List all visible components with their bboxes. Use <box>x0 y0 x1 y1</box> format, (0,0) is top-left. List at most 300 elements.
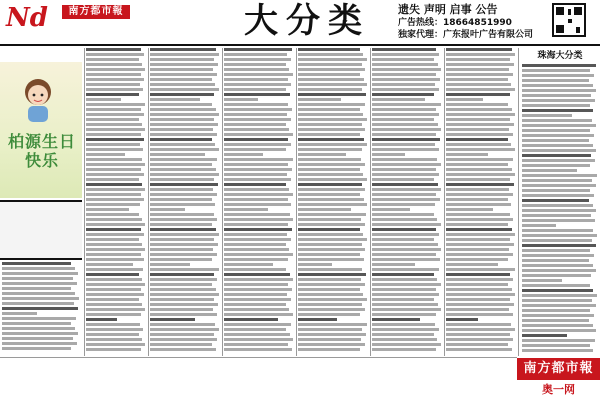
text-line <box>298 308 365 311</box>
text-line <box>372 108 436 111</box>
text-line <box>224 68 289 71</box>
text-line <box>2 332 78 335</box>
text-line <box>86 103 145 106</box>
text-line <box>86 253 141 256</box>
text-line <box>298 163 365 166</box>
text-line <box>372 128 441 131</box>
text-line <box>86 113 144 116</box>
text-line <box>298 108 360 111</box>
text-line <box>150 153 205 156</box>
text-line <box>150 123 218 126</box>
text-line <box>86 58 139 61</box>
column-divider <box>296 48 297 356</box>
text-line <box>224 188 289 191</box>
text-line <box>86 53 144 56</box>
text-line <box>298 343 365 346</box>
text-line <box>224 178 291 181</box>
text-line <box>372 308 441 311</box>
text-line <box>224 48 292 51</box>
text-line <box>372 323 435 326</box>
text-line <box>298 133 360 136</box>
text-line <box>150 328 219 331</box>
column-divider <box>518 48 519 356</box>
text-line <box>522 289 593 292</box>
text-line <box>86 278 142 281</box>
text-line <box>150 323 215 326</box>
text-line <box>522 64 596 67</box>
text-line <box>522 329 596 332</box>
text-line <box>2 292 75 295</box>
text-line <box>86 228 141 231</box>
text-line <box>446 73 513 76</box>
text-line <box>298 173 363 176</box>
brand-name: 南方都市報 <box>62 5 130 19</box>
text-line <box>86 318 117 321</box>
text-line <box>372 53 439 56</box>
text-line <box>224 348 292 351</box>
text-line <box>446 143 511 146</box>
text-line <box>150 133 217 136</box>
sidebar-column <box>522 64 598 356</box>
text-line <box>86 78 144 81</box>
text-line <box>522 204 593 207</box>
text-line <box>298 268 362 271</box>
text-line <box>446 333 510 336</box>
text-line <box>446 278 513 281</box>
text-line <box>150 308 213 311</box>
text-line <box>86 138 144 141</box>
text-line <box>86 328 143 331</box>
text-line <box>298 328 362 331</box>
text-line <box>446 238 510 241</box>
text-line <box>372 138 440 141</box>
text-line <box>86 193 141 196</box>
text-line <box>298 298 367 301</box>
text-line <box>298 233 363 236</box>
bottom-brand-bottom: 奥一网 <box>517 380 600 400</box>
text-line <box>446 248 509 251</box>
text-line <box>86 143 140 146</box>
text-line <box>446 58 510 61</box>
text-line <box>224 153 263 156</box>
text-line <box>522 279 562 282</box>
text-line <box>224 93 290 96</box>
text-line <box>224 343 288 346</box>
text-line <box>522 194 594 197</box>
column-divider <box>84 48 85 356</box>
text-line <box>224 168 292 171</box>
text-line <box>298 193 360 196</box>
text-line <box>298 103 365 106</box>
text-line <box>224 88 286 91</box>
text-line <box>446 108 512 111</box>
text-line <box>372 63 438 66</box>
column-divider <box>370 48 371 356</box>
ad-hotline: 广告热线：18664851990 <box>398 18 512 28</box>
text-line <box>150 343 212 346</box>
text-line <box>298 88 362 91</box>
text-line <box>86 88 143 91</box>
text-line <box>86 188 145 191</box>
text-line <box>150 118 214 121</box>
text-line <box>224 263 273 266</box>
bottom-brand-top: 南方都市報 <box>517 358 600 380</box>
text-line <box>224 318 278 321</box>
text-line <box>298 198 364 201</box>
text-line <box>522 199 589 202</box>
text-line <box>224 123 286 126</box>
text-column-2 <box>86 48 146 356</box>
text-line <box>298 63 362 66</box>
text-line <box>522 179 592 182</box>
text-line <box>446 263 498 266</box>
text-line <box>86 313 141 316</box>
text-line <box>522 189 590 192</box>
text-line <box>372 203 435 206</box>
text-line <box>522 154 591 157</box>
text-line <box>150 318 195 321</box>
text-line <box>446 253 513 256</box>
text-line <box>522 169 577 172</box>
text-column-3 <box>150 48 220 356</box>
text-line <box>446 163 508 166</box>
text-line <box>224 293 287 296</box>
text-line <box>446 168 512 171</box>
text-line <box>150 243 218 246</box>
text-line <box>298 243 362 246</box>
text-line <box>2 302 74 305</box>
text-line <box>86 168 141 171</box>
text-line <box>224 163 288 166</box>
text-line <box>446 203 511 206</box>
text-line <box>150 213 214 216</box>
text-line <box>446 48 512 51</box>
qr-code-icon <box>552 3 586 37</box>
text-line <box>2 282 77 285</box>
text-line <box>224 58 291 61</box>
text-line <box>2 297 79 300</box>
text-line <box>446 318 478 321</box>
text-line <box>372 293 439 296</box>
text-line <box>522 239 592 242</box>
text-line <box>224 143 291 146</box>
text-line <box>150 158 217 161</box>
text-line <box>86 163 145 166</box>
text-line <box>372 163 441 166</box>
sidebar-title: 珠海大分类 <box>537 51 583 61</box>
text-line <box>522 69 590 72</box>
text-column-6 <box>372 48 442 356</box>
text-line <box>372 123 438 126</box>
text-line <box>298 203 367 206</box>
text-line <box>372 158 437 161</box>
text-line <box>446 228 512 231</box>
text-line <box>86 238 139 241</box>
text-line <box>372 288 436 291</box>
text-line <box>298 323 367 326</box>
text-column-4 <box>224 48 294 356</box>
text-line <box>298 118 367 121</box>
text-line <box>372 273 434 276</box>
text-line <box>298 78 364 81</box>
text-line <box>446 233 515 236</box>
text-line <box>150 288 216 291</box>
text-line <box>2 287 71 290</box>
ad-title: 遗失 声明 启事 公告 <box>398 3 498 16</box>
text-line <box>150 223 212 226</box>
text-line <box>150 268 219 271</box>
text-line <box>446 113 515 116</box>
text-line <box>446 208 493 211</box>
text-line <box>150 238 214 241</box>
text-line <box>224 258 288 261</box>
text-line <box>150 68 213 71</box>
text-line <box>446 313 513 316</box>
text-line <box>522 144 593 147</box>
text-line <box>298 98 341 101</box>
text-line <box>372 68 441 71</box>
text-line <box>446 223 508 226</box>
text-line <box>298 178 367 181</box>
text-line <box>446 328 515 331</box>
text-line <box>372 318 420 321</box>
ad-exclusive: 独家代理：广东报叶广告有限公司 <box>398 30 534 40</box>
text-line <box>522 219 595 222</box>
text-line <box>224 108 292 111</box>
text-line <box>224 148 286 151</box>
text-line <box>150 138 212 141</box>
text-line <box>150 338 217 341</box>
text-line <box>446 183 514 186</box>
text-line <box>224 133 293 136</box>
text-line <box>372 208 410 211</box>
text-line <box>298 83 367 86</box>
greeting-text: 柏源生日快乐 <box>7 132 76 170</box>
text-line <box>86 98 121 101</box>
text-line <box>224 118 291 121</box>
text-line <box>150 298 214 301</box>
text-line <box>224 273 290 276</box>
text-line <box>522 234 597 237</box>
text-line <box>86 308 145 311</box>
text-line <box>446 268 515 271</box>
text-line <box>522 244 596 247</box>
text-line <box>86 118 139 121</box>
text-line <box>522 139 589 142</box>
text-line <box>446 213 510 216</box>
text-line <box>298 313 360 316</box>
text-line <box>372 303 438 306</box>
column-divider <box>222 48 223 356</box>
text-line <box>446 63 514 66</box>
text-line <box>522 304 596 307</box>
text-line <box>2 267 75 270</box>
text-line <box>372 243 438 246</box>
text-line <box>372 328 439 331</box>
text-line <box>2 317 76 320</box>
text-line <box>86 333 139 336</box>
text-line <box>150 208 185 211</box>
text-line <box>522 119 592 122</box>
text-line <box>224 328 286 331</box>
text-line <box>150 188 213 191</box>
text-line <box>446 103 508 106</box>
text-line <box>224 138 288 141</box>
text-line <box>522 124 596 127</box>
text-line <box>446 218 513 221</box>
text-line <box>224 238 291 241</box>
column-divider <box>148 48 149 356</box>
text-line <box>298 213 366 216</box>
text-line <box>446 138 508 141</box>
text-line <box>2 322 71 325</box>
text-line <box>298 68 365 71</box>
text-line <box>522 339 595 342</box>
text-line <box>298 278 361 281</box>
text-line <box>224 248 289 251</box>
text-line <box>522 249 590 252</box>
text-line <box>224 253 293 256</box>
text-line <box>522 319 589 322</box>
text-line <box>150 148 219 151</box>
text-line <box>86 338 142 341</box>
text-line <box>522 184 596 187</box>
text-line <box>522 309 590 312</box>
text-line <box>522 209 596 212</box>
text-line <box>522 94 591 97</box>
text-line <box>522 254 594 257</box>
text-line <box>446 198 508 201</box>
text-line <box>522 224 556 227</box>
text-line <box>372 98 425 101</box>
text-line <box>224 223 288 226</box>
text-line <box>86 323 140 326</box>
text-line <box>446 338 513 341</box>
text-line <box>372 338 437 341</box>
text-line <box>372 188 441 191</box>
text-line <box>298 293 363 296</box>
text-line <box>522 274 591 277</box>
text-line <box>224 308 289 311</box>
text-line <box>224 103 288 106</box>
text-line <box>372 168 436 171</box>
text-line <box>298 318 337 321</box>
text-line <box>522 229 593 232</box>
text-line <box>86 233 144 236</box>
text-line <box>446 343 508 346</box>
text-line <box>2 347 71 350</box>
text-line <box>372 118 434 121</box>
text-line <box>372 343 441 346</box>
text-line <box>372 258 440 261</box>
text-line <box>86 133 141 136</box>
text-column-7 <box>446 48 516 356</box>
text-line <box>522 129 590 132</box>
text-line <box>522 164 590 167</box>
text-line <box>86 63 142 66</box>
text-line <box>298 338 361 341</box>
text-line <box>372 298 434 301</box>
text-line <box>86 73 141 76</box>
text-line <box>298 228 360 231</box>
text-line <box>86 303 142 306</box>
text-line <box>446 153 488 156</box>
text-line <box>86 108 141 111</box>
text-line <box>522 334 567 337</box>
text-line <box>224 98 258 101</box>
text-line <box>150 198 212 201</box>
text-line <box>150 143 215 146</box>
text-column-5 <box>298 48 368 356</box>
text-line <box>446 188 509 191</box>
text-line <box>2 272 78 275</box>
text-line <box>298 183 362 186</box>
text-line <box>150 348 216 351</box>
text-line <box>372 333 434 336</box>
text-line <box>522 214 591 217</box>
text-line <box>372 48 436 51</box>
text-line <box>372 278 437 281</box>
text-line <box>150 183 218 186</box>
text-line <box>150 53 219 56</box>
text-line <box>150 193 217 196</box>
text-line <box>150 63 218 66</box>
text-line <box>150 83 215 86</box>
text-line <box>446 293 515 296</box>
text-line <box>298 113 363 116</box>
text-line <box>86 93 139 96</box>
text-line <box>446 288 512 291</box>
text-line <box>446 78 508 81</box>
text-line <box>372 173 439 176</box>
logo: Nd <box>6 3 48 33</box>
text-line <box>446 118 510 121</box>
text-line <box>150 233 219 236</box>
text-line <box>372 223 441 226</box>
text-line <box>372 58 434 61</box>
text-line <box>150 278 217 281</box>
text-line <box>446 68 509 71</box>
text-line <box>298 263 332 266</box>
text-line <box>86 198 144 201</box>
text-line <box>372 348 436 351</box>
text-line <box>2 337 73 340</box>
text-line <box>150 103 212 106</box>
page-title: 大分类 <box>244 1 370 41</box>
text-line <box>522 269 596 272</box>
text-line <box>86 123 142 126</box>
text-line <box>298 248 365 251</box>
text-line <box>522 324 593 327</box>
text-line <box>150 263 190 266</box>
cartoon-figure-icon <box>18 76 58 124</box>
text-line <box>446 98 483 101</box>
text-line <box>224 298 291 301</box>
text-line <box>224 113 287 116</box>
text-line <box>522 149 596 152</box>
ad-info <box>398 3 548 41</box>
text-line <box>150 48 216 51</box>
text-line <box>224 78 288 81</box>
text-line <box>150 178 214 181</box>
text-line <box>372 228 436 231</box>
text-line <box>86 223 145 226</box>
text-line <box>224 218 293 221</box>
text-line <box>298 283 365 286</box>
text-line <box>224 173 287 176</box>
text-line <box>522 74 594 77</box>
text-line <box>372 133 436 136</box>
